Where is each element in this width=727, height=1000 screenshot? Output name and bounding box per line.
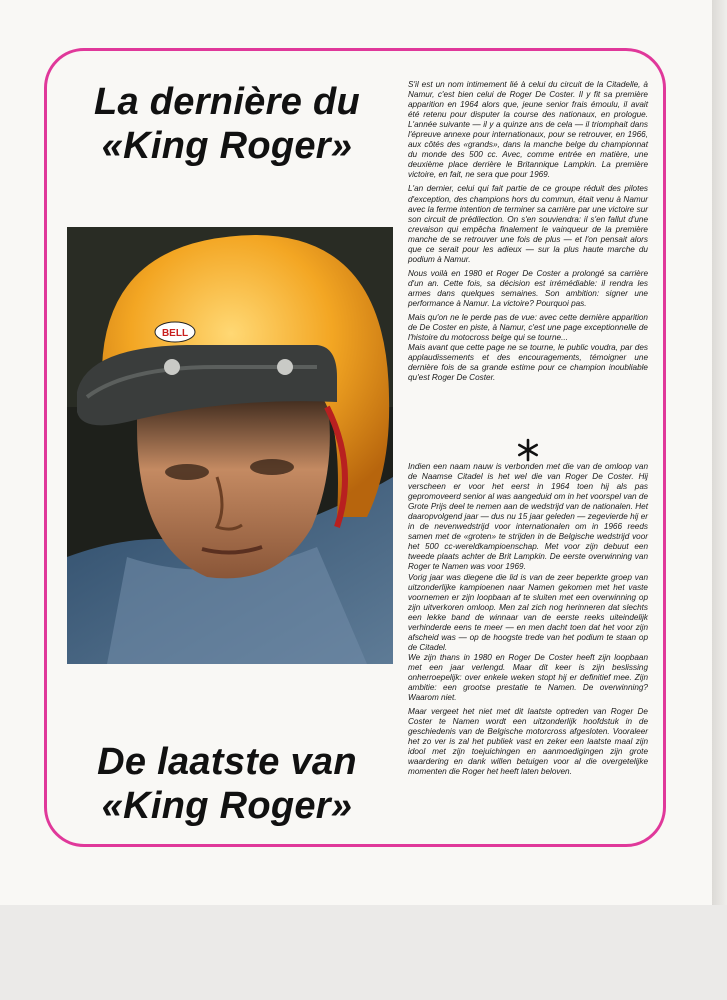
paragraph-fr-2: L'an dernier, celui qui fait partie de ce groupe réduit des pilotes d'exception, des champions hors du commun, était venu à Namur avec la ferme intention de terminer sa carrière par une victoire sur son circuit de prédilection. On s'en souviendra: il s'en fallut d'une crevaison qui empêcha finalement le vainqueur de la première manche de se retrouver une fois de plus — et l'on pensait alors que ce serait pour les adieux — sur la plus haute marche du podium à Namur. xyxy=(408,184,648,264)
paragraph-fr-4: Mais qu'on ne le perde pas de vue: avec cette dernière apparition de De Coster en piste, à Namur, c'est une page exceptionnelle de l'histoire du motocross belge qui se tourne... xyxy=(408,313,648,343)
paragraph-fr-1: S'il est un nom intimement lié à celui du circuit de la Citadelle, à Namur, c'est bien celui de Roger De Coster. Il y fit sa première apparition en 1964 alors que, jeune senior frais émoulu, il avait été retenu pour disputer la course des nationaux, en prologue. L'année suivante — il y a quinze ans de cela — il triomphait dans l'épreuve annexe pour internationaux, pour se retrouver, en 1966, aux côtés des «grands», dans la manche belge du championnat du monde des 500 cc. Avec, comme entrée en matière, une deuxième place derrière le Britannique Lampkin. La première victoire, en fait, ne sera que pour 1969. xyxy=(408,80,648,180)
article-dutch xyxy=(408,462,648,781)
title-dutch-line2: «King Roger» xyxy=(101,785,353,827)
rider-photo xyxy=(67,227,393,664)
title-dutch xyxy=(62,740,392,828)
rider-helmet-illustration xyxy=(67,227,393,664)
title-french xyxy=(62,80,392,168)
title-french-line1: La dernière du xyxy=(93,81,361,123)
title-dutch-line1: De laatste van xyxy=(97,741,357,783)
helmet-brand-logo: BELL xyxy=(161,328,189,339)
page-edge xyxy=(712,0,727,905)
asterisk-separator-icon xyxy=(516,438,540,462)
paragraph-nl-2: Vorig jaar was diegene die lid is van de zeer beperkte groep van uitzonderlijke kampioenen naar Namen gekomen met het vaste voornemen er zijn loopbaan af te sluiten met een overwinning op zijn uitverkoren omloop. Men zal zich nog herinneren dat slechts een lekke band de winnaar van de eerste reeks uiteindelijk verhinderde eens te meer — en men dacht toen dat het voor zijn afscheid was — op de hoogste trede van het podium te staan op de Citadel. xyxy=(408,572,648,652)
title-french-line2: «King Roger» xyxy=(101,125,353,167)
paragraph-fr-3: Nous voilà en 1980 et Roger De Coster a prolongé sa carrière d'un an. Cette fois, sa décision est irrémédiable: il rendra les armes dans quelques semaines. Son ambition: signer une performance à Namur. La victoire? Pourquoi pas. xyxy=(408,268,648,308)
paragraph-nl-1: Indien een naam nauw is verbonden met die van de omloop van de Naamse Citadel is het wel die van Roger De Coster. Hij verscheen er voor het eerst in 1964 toen hij als pas gepromoveerd senior al was aangeduid om in het voorspel van de Grote Prijs deel te nemen aan de wedstrijd van de nationalen. Het daaropvolgend jaar — dus nu 15 jaar geleden — zegevierde hij er in de nevenwedstrijd voor internationalen om in 1966 reeds samen met de «groten» te strijden in de Belgische wedstrijd voor het 500 cc-wereldkampioenschap. Met voor zijn debuut een tweede plaats achter de Brit Lampkin. De eerste overwinning van Roger te Namen was voor 1969. xyxy=(408,462,648,572)
scan-background xyxy=(0,905,727,1000)
article-french xyxy=(408,80,648,387)
paragraph-nl-3: We zijn thans in 1980 en Roger De Coster heeft zijn loopbaan met een jaar verlengd. Maar dit keer is zijn beslissing onherroepelijk: over enkele weken stopt hij er definitief mee. Zijn ambitie: een grootse prestatie te Namen. De overwinning? Waarom niet. xyxy=(408,652,648,703)
paragraph-fr-5: Mais avant que cette page ne se tourne, le public voudra, par des applaudissements et des encouragements, témoigner une dernière fois de sa grande estime pour ce champion inoubliable qu'est Roger De Coster. xyxy=(408,343,648,383)
paragraph-nl-4: Maar vergeet het niet met dit laatste optreden van Roger De Coster te Namen wordt een uitzonderlijk hoofdstuk in de geschiedenis van de Belgische motorcross afgesloten. Vooraleer het zo ver is zal het publiek vast en zeker een laatste maal zijn idool met zijn toejuichingen en aanmoedigingen zijn grote waardering en dank willen betuigen voor al die overgetelijke momenten die Roger het heeft laten beloven. xyxy=(408,707,648,777)
